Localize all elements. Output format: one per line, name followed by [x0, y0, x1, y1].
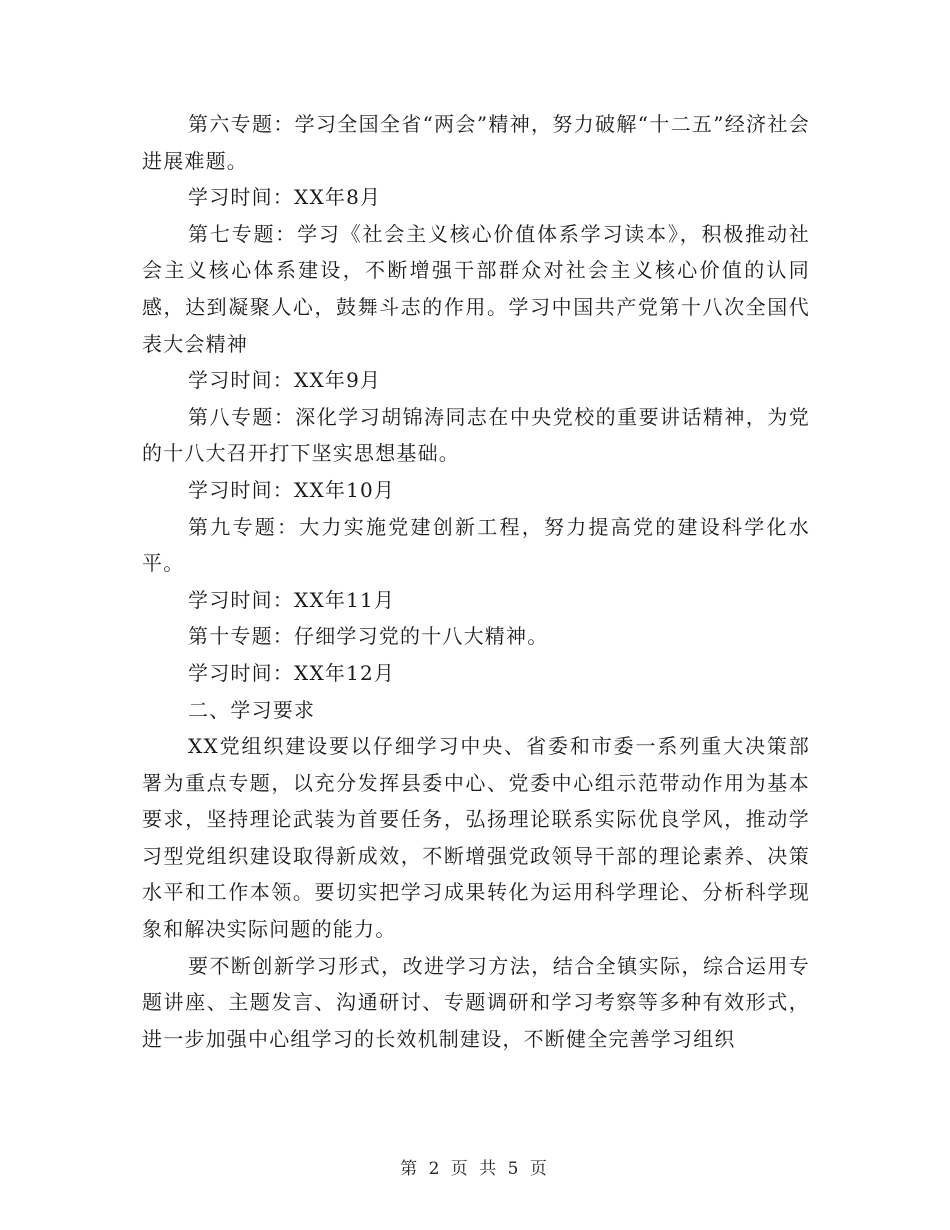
paragraph-topic-8: 第八专题：深化学习胡锦涛同志在中央党校的重要讲话精神，为党的十八大召开打下坚实思想基础。 — [142, 404, 810, 466]
paragraph-topic-7: 第七专题：学习《社会主义核心价值体系学习读本》，积极推动社会主义核心体系建设，不断增强干部群众对社会主义核心价值的认同感，达到凝聚人心，鼓舞斗志的作用。学习中国共产党第十八次全国代表大会精神 — [142, 221, 810, 356]
paragraph-study-time-october: 学习时间：XX年10月 — [188, 477, 396, 502]
section-heading-study-requirements: 二、学习要求 — [188, 697, 316, 722]
paragraph-study-time-september: 学习时间：XX年9月 — [188, 368, 382, 393]
paragraph-topic-9: 第九专题：大力实施党建创新工程，努力提高党的建设科学化水平。 — [142, 514, 810, 576]
paragraph-requirements-methods: 要不断创新学习形式，改进学习方法，结合全镇实际，综合运用专题讲座、主题发言、沟通研讨、专题调研和学习考察等多种有效形式，进一步加强中心组学习的长效机制建设，不断健全完善学习组织 — [142, 953, 810, 1051]
paragraph-study-time-august: 学习时间：XX年8月 — [188, 185, 382, 210]
paragraph-topic-6: 第六专题：学习全国全省“两会”精神，努力破解“十二五”经济社会进展难题。 — [142, 112, 810, 173]
document-body — [142, 106, 810, 1057]
paragraph-study-time-december: 学习时间：XX年12月 — [188, 660, 396, 685]
page-number-footer: 第 2 页 共 5 页 — [400, 1159, 550, 1179]
paragraph-study-time-november: 学习时间：XX年11月 — [188, 587, 396, 612]
paragraph-topic-10: 第十专题：仔细学习党的十八大精神。 — [188, 624, 549, 649]
paragraph-requirements-main: XX党组织建设要以仔细学习中央、省委和市委一系列重大决策部署为重点专题，以充分发挥县委中心、党委中心组示范带动作用为基本要求，坚持理论武装为首要任务，弘扬理论联系实际优良学风，推动学习型党组织建设取得新成效，不断增强党政领导干部的理论素养、决策水平和工作本领。要切实把学习成果转化为运用科学理论、分析科学现象和解决实际问题的能力。 — [142, 734, 810, 942]
